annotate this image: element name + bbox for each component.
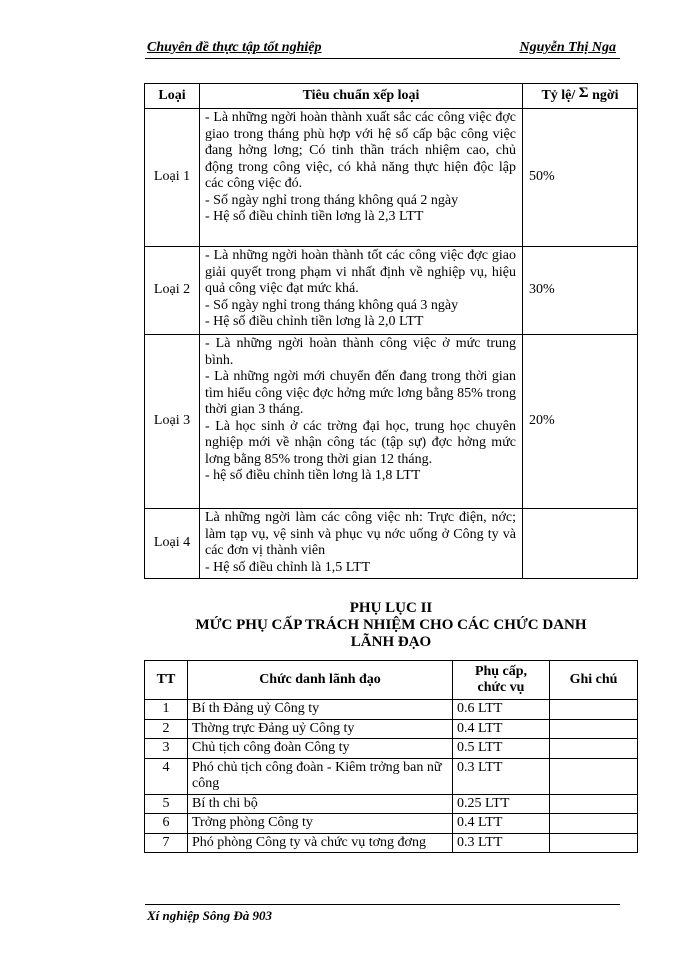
row-ratio: 50% [523,109,638,247]
criteria-line: - Là những ngời mới chuyển đến đang trong thời gian tìm hiểu công việc đợc hởng mức lơng bằng 85% trong thời gian 3 tháng. [205,369,516,417]
row-note [550,794,638,814]
row-criteria [200,509,523,579]
allowance-header-line2: chức vụ [477,680,525,695]
col-note-header: Ghi chú [550,661,638,700]
row-type: Loại 2 [145,247,200,335]
criteria-line: - Là những ngời hoàn thành công việc ở mức trung bình. [205,336,516,368]
appendix-title-line2: LÃNH ĐẠO [350,634,432,650]
table-row [145,335,638,509]
row-ratio [523,509,638,579]
criteria-line: - Là những ngời hoàn thành xuất sắc các công việc đợc giao trong tháng phù hợp với hệ số cấp bậc công việc đang hởng lơng; Có tinh thần trách nhiệm cao, chủ động trong công việc, có khả năng thực hiện độc lập các công việc đó. [205,110,516,191]
col-allowance-header [453,661,550,700]
col-tt-header: TT [145,661,188,700]
row-note [550,814,638,834]
row-criteria [200,109,523,247]
table-row [145,833,638,853]
appendix-heading: PHỤ LỤC II [349,600,433,616]
table-row [145,794,638,814]
appendix-title-line1: MỨC PHỤ CẤP TRÁCH NHIỆM CHO CÁC CHỨC DANH [195,617,587,633]
allowance-header-line1: Phụ cấp, [474,663,528,679]
row-title: Phó chủ tịch công đoàn - Kiêm trởng ban nữ công [188,758,453,794]
row-note [550,833,638,853]
criteria-line: - Hệ số điều chỉnh tiền lơng là 2,3 LTT [205,209,424,224]
page-header [145,38,620,59]
row-ratio: 30% [523,247,638,335]
table-row [145,509,638,579]
table-header-row [145,84,638,109]
row-allowance: 0.3 LTT [453,758,550,794]
row-title: Trởng phòng Công ty [188,814,453,834]
row-number: 4 [145,758,188,794]
col-ratio-header [523,84,638,109]
table-row [145,758,638,794]
classification-table [144,83,638,579]
table-header-row [145,661,638,700]
row-number: 7 [145,833,188,853]
footer-text: Xí nghiệp Sông Đà 903 [147,908,272,923]
col-type-header: Loại [145,84,200,109]
table-row [145,700,638,720]
col-criteria-header: Tiêu chuẩn xếp loại [200,84,523,109]
ratio-suffix: ngời [592,88,619,104]
row-allowance: 0.4 LTT [453,814,550,834]
row-allowance: 0.6 LTT [453,700,550,720]
row-allowance: 0.4 LTT [453,719,550,739]
row-allowance: 0.25 LTT [453,794,550,814]
page-footer [145,904,620,924]
table-row [145,739,638,759]
row-ratio: 20% [523,335,638,509]
header-left-text: Chuyên đề thực tập tốt nghiệp [147,40,322,55]
appendix-title-block [144,600,638,651]
criteria-line: Là những ngời làm các công việc nh: Trực điện, nớc; làm tạp vụ, vệ sinh và phục vụ nớc uống ở Công ty và các đơn vị thành viên [205,510,516,558]
row-number: 6 [145,814,188,834]
row-number: 3 [145,739,188,759]
header-right-text: Nguyễn Thị Nga [519,40,616,55]
row-note [550,758,638,794]
criteria-line: - Số ngày nghỉ trong tháng không quá 2 ngày [205,192,459,208]
row-type: Loại 1 [145,109,200,247]
row-type: Loại 3 [145,335,200,509]
table-row [145,109,638,247]
criteria-line: - Là những ngời hoàn thành tốt các công việc đợc giao giải quyết trong phạm vi nhất định về nghiệp vụ, hiệu quả công việc đạt mức khá. [205,248,516,296]
col-title-header: Chức danh lãnh đạo [188,661,453,700]
row-number: 5 [145,794,188,814]
row-criteria [200,335,523,509]
allowance-table [144,660,638,853]
criteria-line: - Là học sinh ở các trờng đại học, trung học chuyên nghiệp mới về nhận công tác (tập sự) đợc hởng mức lơng bằng 85% trong thời gian 12 tháng. [205,418,516,467]
row-title: Chủ tịch công đoàn Công ty [188,739,453,759]
table-row [145,719,638,739]
criteria-line: - hệ số điều chỉnh tiền lơng là 1,8 LTT [205,468,421,483]
row-criteria [200,247,523,335]
row-note [550,700,638,720]
row-allowance: 0.3 LTT [453,833,550,853]
row-number: 1 [145,700,188,720]
criteria-line: - Số ngày nghỉ trong tháng không quá 3 ngày [205,297,459,313]
criteria-line: - Hệ số điều chỉnh tiền lơng là 2,0 LTT [205,314,424,329]
row-title: Phó phòng Công ty và chức vụ tơng đơng [188,833,453,853]
criteria-line: - Hệ số điều chỉnh là 1,5 LTT [205,559,371,575]
row-note [550,719,638,739]
row-title: Bí th Đảng uỷ Công ty [188,700,453,720]
row-title: Bí th chi bộ [188,794,453,814]
row-title: Thờng trực Đảng uỷ Công ty [188,719,453,739]
row-type: Loại 4 [145,509,200,579]
row-note [550,739,638,759]
row-number: 2 [145,719,188,739]
ratio-prefix: Tỷ lệ/ [541,88,576,104]
table-row [145,247,638,335]
sigma-symbol: Σ [578,85,589,102]
table-row [145,814,638,834]
row-allowance: 0.5 LTT [453,739,550,759]
